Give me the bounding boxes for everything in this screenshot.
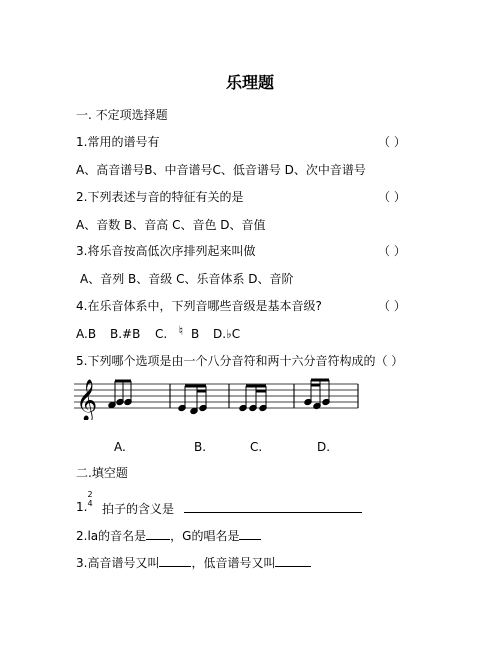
treble-clef-icon: 𝄞	[76, 380, 98, 420]
q1-options: A、高音谱号B、中音谱号C、低音谱号 D、次中音谱号	[76, 163, 366, 177]
f3-line	[76, 554, 311, 570]
page-title: 乐理题	[225, 73, 274, 92]
q4-stem: 4.在乐音体系中，下列音哪些音级是基本音级?	[76, 299, 322, 313]
q3-answer-paren[interactable]: （ ）	[378, 244, 406, 258]
time-signature-numerator: 2	[87, 490, 93, 499]
f2-text-b: ，G的唱名是	[170, 529, 240, 543]
q4-option-a: A.B	[76, 327, 97, 341]
f1-blank[interactable]	[184, 500, 362, 513]
q1-answer-paren[interactable]: （ ）	[378, 135, 406, 149]
f2-line	[76, 527, 261, 543]
section-2-heading: 二.填空题	[76, 466, 128, 480]
music-staff	[72, 372, 362, 420]
f3-text-a: 3.高音谱号又叫	[76, 556, 160, 570]
f3-blank-a[interactable]	[159, 554, 191, 567]
option-d-notes	[304, 380, 330, 410]
f3-blank-b[interactable]	[275, 554, 311, 567]
q2-answer-paren[interactable]: （ ）	[378, 190, 406, 204]
f2-text-a: 2.la的音名是	[76, 529, 147, 543]
q5-stem: 5.下列哪个选项是由一个八分音符和两十六分音符构成的（ ）	[76, 354, 404, 368]
section-1-heading: 一. 不定项选择题	[76, 108, 168, 122]
f1-line	[102, 500, 362, 516]
option-a-notes	[108, 381, 132, 409]
q4-option-c-label: C.	[155, 327, 168, 341]
f3-text-b: ，低音谱号又叫	[191, 556, 276, 570]
q3-options: A、音列 B、音级 C、乐音体系 D、音阶	[80, 272, 294, 286]
f1-prefix: 1.	[76, 500, 88, 514]
f2-blank-b[interactable]	[239, 527, 261, 540]
q4-option-d: D.♭C	[213, 327, 241, 341]
f1-text: 拍子的含义是	[102, 502, 175, 516]
natural-sign-icon: ♮	[178, 324, 184, 339]
q4-answer-paren[interactable]: （ ）	[378, 299, 406, 313]
q5-label-b: B.	[194, 440, 207, 454]
q5-label-a: A.	[114, 440, 126, 454]
q4-option-c-note: B	[190, 327, 200, 341]
q3-stem: 3.将乐音按高低次序排列起来叫做	[76, 244, 256, 258]
q2-stem: 2.下列表述与音的特征有关的是	[76, 190, 244, 204]
q2-options: A、音数 B、音高 C、音色 D、音值	[76, 218, 266, 232]
q4-option-c	[155, 324, 200, 342]
q4-option-b: B.#B	[110, 327, 141, 341]
q1-stem: 1.常用的谱号有	[76, 135, 160, 149]
f2-blank-a[interactable]	[146, 527, 170, 540]
time-signature-denominator: 4	[87, 499, 93, 508]
q5-label-d: D.	[317, 440, 331, 454]
q5-label-c: C.	[250, 440, 263, 454]
time-signature	[86, 490, 94, 508]
